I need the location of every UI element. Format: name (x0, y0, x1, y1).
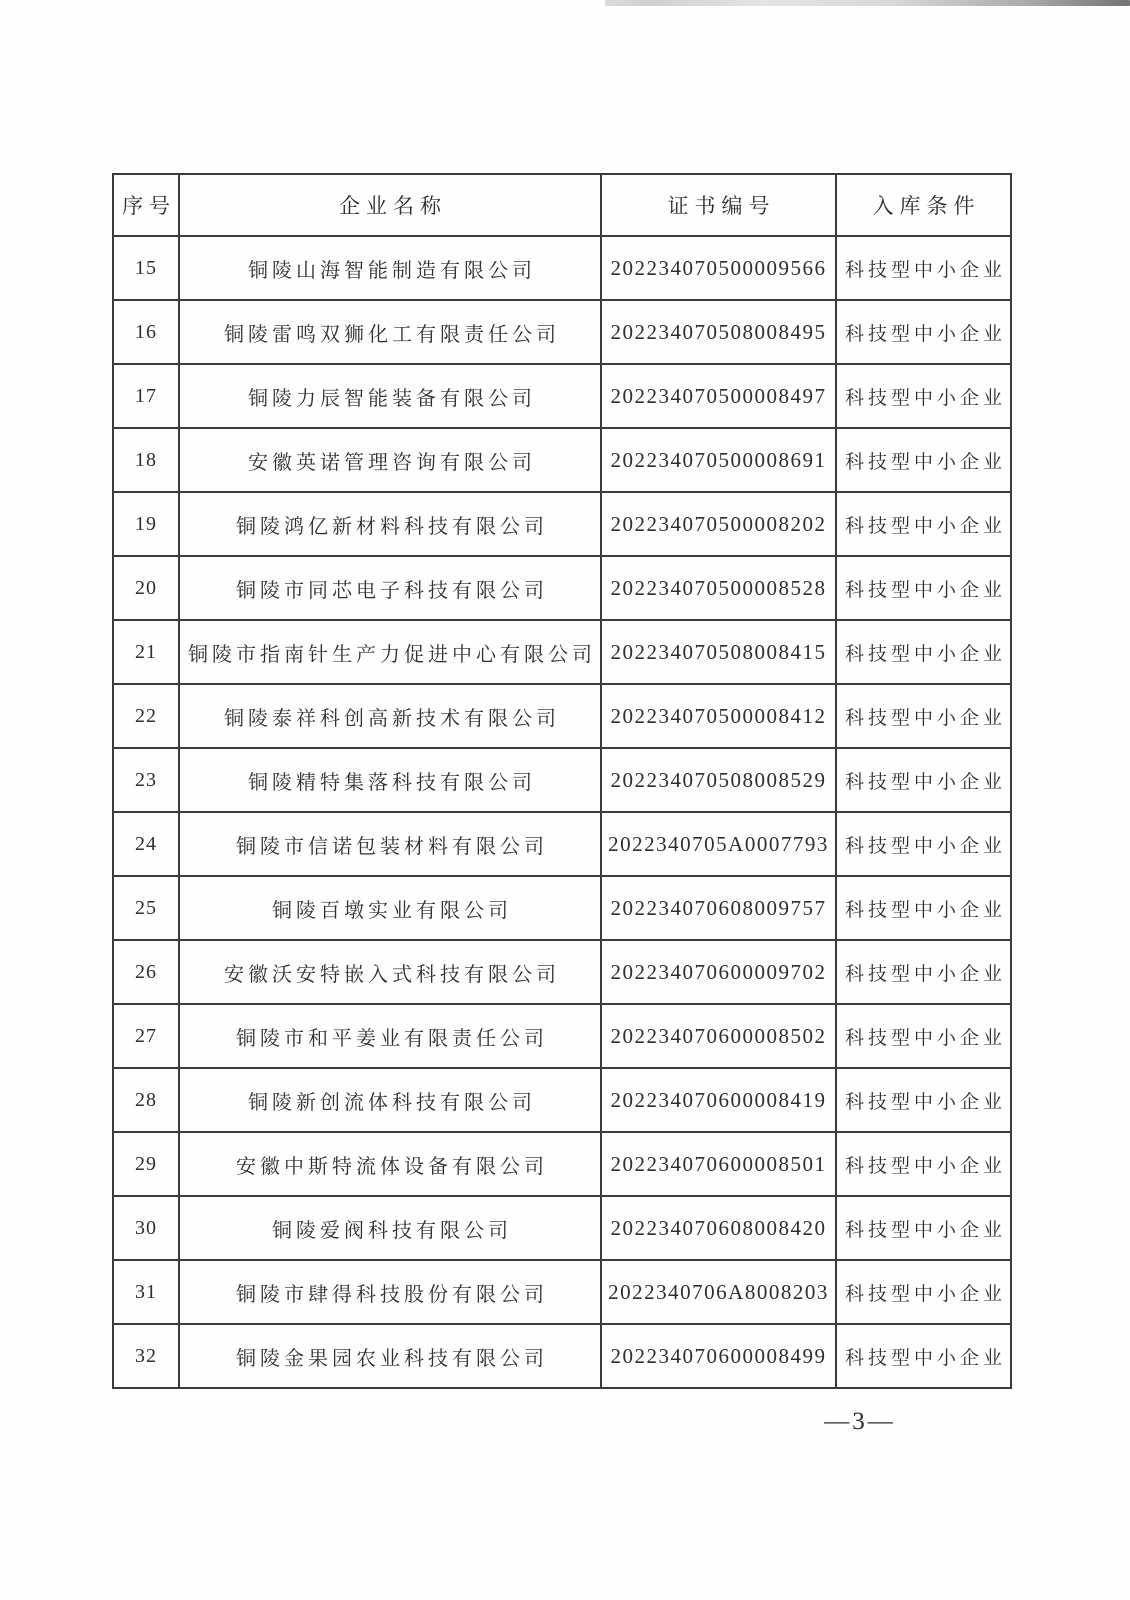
entry-condition-cell: 科技型中小企业 (836, 620, 1011, 684)
table-row (113, 492, 1011, 556)
certificate-number-cell: 202234070600008501 (601, 1132, 836, 1196)
table-row (113, 1260, 1011, 1324)
enterprise-name-cell: 安徽中斯特流体设备有限公司 (179, 1132, 601, 1196)
certificate-number-cell: 202234070500009566 (601, 236, 836, 300)
entry-condition-cell: 科技型中小企业 (836, 876, 1011, 940)
serial-number-cell: 16 (113, 300, 179, 364)
enterprise-name-cell: 安徽沃安特嵌入式科技有限公司 (179, 940, 601, 1004)
certificate-number-cell: 202234070608009757 (601, 876, 836, 940)
enterprise-name-cell: 铜陵山海智能制造有限公司 (179, 236, 601, 300)
certificate-number-cell: 202234070600008502 (601, 1004, 836, 1068)
certificate-number-cell: 202234070500008412 (601, 684, 836, 748)
table-row (113, 748, 1011, 812)
table-row (113, 428, 1011, 492)
serial-number-cell: 17 (113, 364, 179, 428)
certificate-number-cell: 202234070500008528 (601, 556, 836, 620)
enterprise-name-cell: 铜陵鸿亿新材料科技有限公司 (179, 492, 601, 556)
table-row (113, 300, 1011, 364)
enterprise-name-cell: 铜陵爱阀科技有限公司 (179, 1196, 601, 1260)
entry-condition-cell: 科技型中小企业 (836, 1196, 1011, 1260)
enterprise-name-cell: 铜陵市和平姜业有限责任公司 (179, 1004, 601, 1068)
certificate-number-cell: 202234070500008497 (601, 364, 836, 428)
serial-number-cell: 24 (113, 812, 179, 876)
table-row (113, 1068, 1011, 1132)
table-body (113, 236, 1011, 1388)
table-row (113, 556, 1011, 620)
certificate-number-cell: 202234070600008499 (601, 1324, 836, 1388)
scan-edge-artifact (605, 0, 1130, 6)
serial-number-cell: 28 (113, 1068, 179, 1132)
entry-condition-cell: 科技型中小企业 (836, 364, 1011, 428)
certificate-number-cell: 202234070508008415 (601, 620, 836, 684)
entry-condition-cell: 科技型中小企业 (836, 236, 1011, 300)
certificate-number-cell: 202234070508008495 (601, 300, 836, 364)
enterprise-name-cell: 铜陵雷鸣双狮化工有限责任公司 (179, 300, 601, 364)
table-row (113, 1324, 1011, 1388)
enterprise-table (112, 173, 1012, 1389)
header-enterprise-name: 企业名称 (179, 174, 601, 236)
header-entry-condition: 入库条件 (836, 174, 1011, 236)
certificate-number-cell: 202234070500008691 (601, 428, 836, 492)
table-row (113, 684, 1011, 748)
entry-condition-cell: 科技型中小企业 (836, 492, 1011, 556)
serial-number-cell: 32 (113, 1324, 179, 1388)
header-serial-number: 序号 (113, 174, 179, 236)
entry-condition-cell: 科技型中小企业 (836, 556, 1011, 620)
serial-number-cell: 27 (113, 1004, 179, 1068)
header-certificate-number: 证书编号 (601, 174, 836, 236)
serial-number-cell: 19 (113, 492, 179, 556)
certificate-number-cell: 2022340706A8008203 (601, 1260, 836, 1324)
table-row (113, 620, 1011, 684)
serial-number-cell: 22 (113, 684, 179, 748)
entry-condition-cell: 科技型中小企业 (836, 1068, 1011, 1132)
certificate-number-cell: 202234070500008202 (601, 492, 836, 556)
table-header-row (113, 174, 1011, 236)
serial-number-cell: 15 (113, 236, 179, 300)
enterprise-name-cell: 铜陵市肆得科技股份有限公司 (179, 1260, 601, 1324)
entry-condition-cell: 科技型中小企业 (836, 300, 1011, 364)
entry-condition-cell: 科技型中小企业 (836, 428, 1011, 492)
enterprise-name-cell: 铜陵泰祥科创高新技术有限公司 (179, 684, 601, 748)
table-row (113, 364, 1011, 428)
serial-number-cell: 20 (113, 556, 179, 620)
enterprise-name-cell: 铜陵精特集落科技有限公司 (179, 748, 601, 812)
table-row (113, 876, 1011, 940)
serial-number-cell: 26 (113, 940, 179, 1004)
serial-number-cell: 30 (113, 1196, 179, 1260)
entry-condition-cell: 科技型中小企业 (836, 684, 1011, 748)
entry-condition-cell: 科技型中小企业 (836, 748, 1011, 812)
table-row (113, 812, 1011, 876)
enterprise-name-cell: 铜陵金果园农业科技有限公司 (179, 1324, 601, 1388)
entry-condition-cell: 科技型中小企业 (836, 812, 1011, 876)
serial-number-cell: 23 (113, 748, 179, 812)
serial-number-cell: 31 (113, 1260, 179, 1324)
serial-number-cell: 21 (113, 620, 179, 684)
serial-number-cell: 25 (113, 876, 179, 940)
serial-number-cell: 29 (113, 1132, 179, 1196)
certificate-number-cell: 202234070508008529 (601, 748, 836, 812)
table-row (113, 1196, 1011, 1260)
enterprise-name-cell: 铜陵新创流体科技有限公司 (179, 1068, 601, 1132)
table-row (113, 1132, 1011, 1196)
enterprise-name-cell: 铜陵力辰智能装备有限公司 (179, 364, 601, 428)
entry-condition-cell: 科技型中小企业 (836, 1004, 1011, 1068)
certificate-number-cell: 202234070608008420 (601, 1196, 836, 1260)
certificate-number-cell: 2022340705A0007793 (601, 812, 836, 876)
enterprise-name-cell: 铜陵市信诺包装材料有限公司 (179, 812, 601, 876)
entry-condition-cell: 科技型中小企业 (836, 1132, 1011, 1196)
certificate-number-cell: 202234070600008419 (601, 1068, 836, 1132)
entry-condition-cell: 科技型中小企业 (836, 1260, 1011, 1324)
entry-condition-cell: 科技型中小企业 (836, 1324, 1011, 1388)
enterprise-name-cell: 铜陵市指南针生产力促进中心有限公司 (179, 620, 601, 684)
table-row (113, 940, 1011, 1004)
entry-condition-cell: 科技型中小企业 (836, 940, 1011, 1004)
table-row (113, 1004, 1011, 1068)
enterprise-name-cell: 安徽英诺管理咨询有限公司 (179, 428, 601, 492)
table-row (113, 236, 1011, 300)
certificate-number-cell: 202234070600009702 (601, 940, 836, 1004)
page-number: —3— (824, 1408, 896, 1435)
enterprise-name-cell: 铜陵市同芯电子科技有限公司 (179, 556, 601, 620)
serial-number-cell: 18 (113, 428, 179, 492)
enterprise-name-cell: 铜陵百墩实业有限公司 (179, 876, 601, 940)
